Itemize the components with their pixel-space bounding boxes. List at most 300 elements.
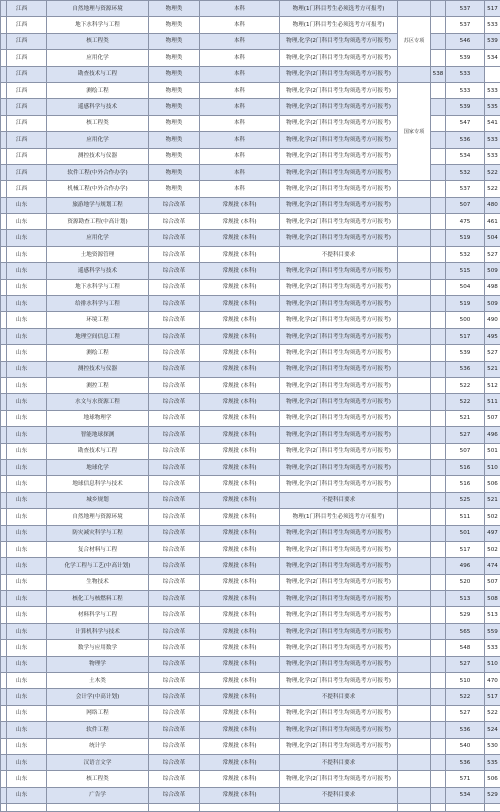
batch-cell: 本科 (200, 50, 280, 66)
lowest-score-cell: 490 (485, 312, 500, 328)
category-cell: 物理类 (149, 66, 200, 82)
lowest-score-cell: 461 (485, 214, 500, 230)
lowest-score-cell: 501 (485, 443, 500, 459)
lowest-score-cell: 510 (485, 459, 500, 475)
special-plan-cell (398, 689, 431, 705)
table-row (1, 492, 500, 508)
highest-score-cell: 519 (446, 296, 485, 312)
subject-requirement-cell: 物理,化学(2门科目考生均须选考方可报考) (280, 738, 398, 754)
major-cell: 机械工程(中外合作办学) (47, 181, 149, 197)
table-row (1, 525, 500, 541)
spacer-cell (431, 50, 446, 66)
highest-score-cell: 539 (446, 50, 485, 66)
highest-score-cell: 520 (446, 574, 485, 590)
batch-cell: 常规批 (本科) (200, 410, 280, 426)
major-cell: 土地资源管理 (47, 246, 149, 262)
batch-cell: 常规批 (本科) (200, 214, 280, 230)
batch-cell: 本科 (200, 99, 280, 115)
batch-cell: 常规批 (本科) (200, 427, 280, 443)
spacer-cell (431, 787, 446, 803)
subject-requirement-cell: 物理,化学(2门科目考生均须选考方可报考) (280, 263, 398, 279)
cutoff-cell (47, 804, 149, 812)
major-cell: 给排水科学与工程 (47, 296, 149, 312)
highest-score-cell: 522 (446, 377, 485, 393)
spacer-cell (431, 394, 446, 410)
province-cell: 山东 (7, 689, 47, 705)
province-cell: 江西 (7, 164, 47, 180)
lowest-score-cell: 502 (485, 509, 500, 525)
batch-cell: 本科 (200, 115, 280, 131)
batch-cell: 常规批 (本科) (200, 558, 280, 574)
table-row (1, 705, 500, 721)
category-cell: 综合改革 (149, 722, 200, 738)
highest-score-cell: 510 (446, 673, 485, 689)
category-cell: 综合改革 (149, 361, 200, 377)
batch-cell: 本科 (200, 148, 280, 164)
major-cell: 核化工与核燃料工程 (47, 591, 149, 607)
subject-requirement-cell: 物理,化学(2门科目考生均须选考方可报考) (280, 410, 398, 426)
subject-requirement-cell: 物理,化学(2门科目考生均须选考方可报考) (280, 640, 398, 656)
subject-requirement-cell: 物理,化学(2门科目考生均须选考方可报考) (280, 312, 398, 328)
subject-requirement-cell: 不提科目要求 (280, 754, 398, 770)
province-cell: 山东 (7, 328, 47, 344)
spacer-cell (431, 246, 446, 262)
batch-cell: 常规批 (本科) (200, 296, 280, 312)
spacer-cell (431, 99, 446, 115)
category-cell: 综合改革 (149, 246, 200, 262)
major-cell: 测控技术与仪器 (47, 148, 149, 164)
special-plan-cell (398, 509, 431, 525)
province-cell: 江西 (7, 148, 47, 164)
highest-score-cell: 516 (446, 476, 485, 492)
special-plan-cell (398, 722, 431, 738)
lowest-score-cell: 529 (485, 787, 500, 803)
special-plan-cell (398, 492, 431, 508)
batch-cell: 本科 (200, 66, 280, 82)
category-cell: 综合改革 (149, 476, 200, 492)
lowest-score-cell: 509 (485, 263, 500, 279)
major-cell: 勘查技术与工程 (47, 443, 149, 459)
subject-requirement-cell: 物理,化学(2门科目考生均须选考方可报考) (280, 115, 398, 131)
special-plan-cell (398, 230, 431, 246)
spacer-cell (431, 181, 446, 197)
cutoff-cell (431, 804, 446, 812)
highest-score-cell: 540 (446, 738, 485, 754)
special-plan-cell: 国家专项 (398, 82, 431, 180)
table-row (1, 787, 500, 803)
highest-score-cell: 525 (446, 492, 485, 508)
highest-score-cell: 517 (446, 328, 485, 344)
province-cell: 江西 (7, 181, 47, 197)
province-cell: 山东 (7, 296, 47, 312)
special-plan-cell (398, 771, 431, 787)
special-plan-cell (398, 410, 431, 426)
lowest-score-cell: 521 (485, 492, 500, 508)
province-cell: 山东 (7, 459, 47, 475)
special-plan-cell (398, 558, 431, 574)
spacer-cell (431, 214, 446, 230)
special-plan-cell (398, 197, 431, 213)
major-cell: 测绘工程 (47, 345, 149, 361)
category-cell: 综合改革 (149, 377, 200, 393)
special-plan-cell (398, 656, 431, 672)
subject-requirement-cell: 物理,化学(2门科目考生均须选考方可报考) (280, 591, 398, 607)
major-cell: 测控技术与仪器 (47, 361, 149, 377)
category-cell: 综合改革 (149, 558, 200, 574)
spacer-cell (431, 492, 446, 508)
subject-requirement-cell: 物理,化学(2门科目考生均须选考方可报考) (280, 50, 398, 66)
category-cell: 综合改革 (149, 754, 200, 770)
lowest-score-cell: 496 (485, 427, 500, 443)
batch-cell: 常规批 (本科) (200, 541, 280, 557)
subject-requirement-cell: 物理,化学(2门科目考生均须选考方可报考) (280, 132, 398, 148)
table-row (1, 673, 500, 689)
batch-cell: 常规批 (本科) (200, 394, 280, 410)
category-cell: 综合改革 (149, 410, 200, 426)
batch-cell: 常规批 (本科) (200, 722, 280, 738)
spacer-cell (431, 771, 446, 787)
subject-requirement-cell: 物理,化学(2门科目考生均须选考方可报考) (280, 427, 398, 443)
subject-requirement-cell: 物理,化学(2门科目考生均须选考方可报考) (280, 66, 398, 82)
batch-cell: 常规批 (本科) (200, 673, 280, 689)
spacer-cell (431, 607, 446, 623)
highest-score-cell: 534 (446, 148, 485, 164)
highest-score-cell: 539 (446, 99, 485, 115)
highest-score-cell: 532 (446, 246, 485, 262)
major-cell: 遥感科学与技术 (47, 263, 149, 279)
special-plan-cell (398, 443, 431, 459)
category-cell: 综合改革 (149, 214, 200, 230)
lowest-score-cell: 533 (485, 148, 500, 164)
major-cell: 软件工程 (47, 722, 149, 738)
subject-requirement-cell: 物理,化学(2门科目考生均须选考方可报考) (280, 656, 398, 672)
special-plan-cell (398, 640, 431, 656)
major-cell: 数学与应用数学 (47, 640, 149, 656)
table-row (1, 771, 500, 787)
spacer-cell (431, 722, 446, 738)
cutoff-cell (398, 804, 431, 812)
category-cell: 综合改革 (149, 541, 200, 557)
major-cell: 汉语言文学 (47, 754, 149, 770)
highest-score-cell: 511 (446, 509, 485, 525)
major-cell: 核工程类 (47, 33, 149, 49)
spacer-cell (431, 427, 446, 443)
province-cell: 山东 (7, 656, 47, 672)
spacer-cell (398, 66, 431, 82)
highest-score-cell: 533 (446, 82, 485, 98)
category-cell: 物理类 (149, 1, 200, 17)
province-cell: 江西 (7, 17, 47, 33)
subject-requirement-cell: 物理,化学(2门科目考生均须选考方可报考) (280, 361, 398, 377)
subject-requirement-cell: 不提科目要求 (280, 246, 398, 262)
category-cell: 综合改革 (149, 607, 200, 623)
subject-requirement-cell: 物理,化学(2门科目考生均须选考方可报考) (280, 673, 398, 689)
province-cell: 江西 (7, 82, 47, 98)
province-cell: 山东 (7, 246, 47, 262)
subject-requirement-cell: 物理,化学(2门科目考生均须选考方可报考) (280, 328, 398, 344)
category-cell: 综合改革 (149, 394, 200, 410)
lowest-score-cell: 535 (485, 754, 500, 770)
spacer-cell (431, 82, 446, 98)
category-cell: 物理类 (149, 132, 200, 148)
highest-score-cell: 534 (446, 787, 485, 803)
lowest-score-cell: 509 (485, 296, 500, 312)
major-cell: 物理学 (47, 656, 149, 672)
batch-cell: 本科 (200, 82, 280, 98)
province-cell: 山东 (7, 640, 47, 656)
major-cell: 自然地理与资源环境 (47, 1, 149, 17)
major-cell: 地球化学 (47, 459, 149, 475)
special-plan-cell (398, 541, 431, 557)
table-row (1, 246, 500, 262)
lowest-score-cell: 504 (485, 230, 500, 246)
batch-cell: 常规批 (本科) (200, 591, 280, 607)
major-cell: 复合材料与工程 (47, 541, 149, 557)
highest-score-cell: 517 (446, 541, 485, 557)
province-cell: 江西 (7, 1, 47, 17)
highest-score-cell: 527 (446, 427, 485, 443)
highest-score-cell: 515 (446, 263, 485, 279)
subject-requirement-cell: 物理,化学(2门科目考生均须选考方可报考) (280, 296, 398, 312)
table-row (1, 82, 500, 98)
lowest-score-cell: 522 (485, 181, 500, 197)
highest-score-cell: 571 (446, 771, 485, 787)
province-cell: 山东 (7, 509, 47, 525)
subject-requirement-cell: 物理,化学(2门科目考生均须选考方可报考) (280, 607, 398, 623)
major-cell: 遥感科学与技术 (47, 99, 149, 115)
province-cell: 山东 (7, 607, 47, 623)
category-cell: 综合改革 (149, 459, 200, 475)
special-plan-cell (398, 607, 431, 623)
subject-requirement-cell: 物理(1门科目考生必须选考方可报考) (280, 509, 398, 525)
batch-cell: 常规批 (本科) (200, 345, 280, 361)
spacer-cell (431, 230, 446, 246)
highest-score-cell: 522 (446, 689, 485, 705)
category-cell: 综合改革 (149, 230, 200, 246)
province-cell: 山东 (7, 279, 47, 295)
spacer-cell (431, 640, 446, 656)
lowest-score-cell: 510 (485, 656, 500, 672)
table-row (1, 230, 500, 246)
province-cell: 山东 (7, 722, 47, 738)
highest-score-cell: 538 (431, 66, 446, 82)
major-cell: 防灾减灾科学与工程 (47, 525, 149, 541)
category-cell: 综合改革 (149, 328, 200, 344)
table-row (1, 640, 500, 656)
category-cell: 综合改革 (149, 623, 200, 639)
category-cell: 物理类 (149, 164, 200, 180)
batch-cell: 常规批 (本科) (200, 476, 280, 492)
highest-score-cell: 536 (446, 132, 485, 148)
major-cell: 计算机科学与技术 (47, 623, 149, 639)
lowest-score-cell: 541 (485, 115, 500, 131)
lowest-score-cell: 533 (485, 17, 500, 33)
highest-score-cell: 536 (446, 754, 485, 770)
province-cell: 山东 (7, 525, 47, 541)
province-cell: 山东 (7, 263, 47, 279)
province-cell: 山东 (7, 558, 47, 574)
category-cell: 综合改革 (149, 345, 200, 361)
highest-score-cell: 519 (446, 230, 485, 246)
province-cell: 山东 (7, 197, 47, 213)
batch-cell: 常规批 (本科) (200, 377, 280, 393)
major-cell: 土木类 (47, 673, 149, 689)
spacer-cell (431, 754, 446, 770)
spacer-cell (431, 279, 446, 295)
spacer-cell (431, 673, 446, 689)
highest-score-cell: 516 (446, 459, 485, 475)
table-row (1, 509, 500, 525)
spacer-cell (431, 1, 446, 17)
special-plan-cell (398, 476, 431, 492)
special-plan-cell (398, 623, 431, 639)
table-row (1, 1, 500, 17)
spacer-cell (431, 132, 446, 148)
table-row (1, 607, 500, 623)
cutoff-cell (7, 804, 47, 812)
major-cell: 地下水科学与工程 (47, 279, 149, 295)
lowest-score-cell: 474 (485, 558, 500, 574)
spacer-cell (431, 591, 446, 607)
highest-score-cell: 537 (446, 181, 485, 197)
spacer-cell (431, 541, 446, 557)
lowest-score-cell: 502 (485, 541, 500, 557)
major-cell: 资源勘查工程(中高计划) (47, 214, 149, 230)
lowest-score-cell: 507 (485, 574, 500, 590)
batch-cell: 常规批 (本科) (200, 246, 280, 262)
province-cell: 山东 (7, 476, 47, 492)
major-cell: 应用化学 (47, 230, 149, 246)
special-plan-cell (398, 787, 431, 803)
highest-score-cell: 522 (446, 394, 485, 410)
category-cell: 综合改革 (149, 591, 200, 607)
subject-requirement-cell: 物理,化学(2门科目考生均须选考方可报考) (280, 394, 398, 410)
province-cell: 山东 (7, 214, 47, 230)
subject-requirement-cell: 物理(1门科目考生必须选考方可报考) (280, 1, 398, 17)
special-plan-cell (398, 673, 431, 689)
batch-cell: 常规批 (本科) (200, 623, 280, 639)
major-cell: 测绘工程 (47, 82, 149, 98)
major-cell: 城乡规划 (47, 492, 149, 508)
highest-score-cell: 537 (446, 1, 485, 17)
batch-cell: 本科 (200, 164, 280, 180)
batch-cell: 常规批 (本科) (200, 656, 280, 672)
major-cell: 智能地球探测 (47, 427, 149, 443)
category-cell: 综合改革 (149, 656, 200, 672)
subject-requirement-cell: 物理,化学(2门科目考生均须选考方可报考) (280, 623, 398, 639)
highest-score-cell: 496 (446, 558, 485, 574)
table-row (1, 754, 500, 770)
lowest-score-cell: 506 (485, 476, 500, 492)
category-cell: 综合改革 (149, 263, 200, 279)
subject-requirement-cell: 物理,化学(2门科目考生均须选考方可报考) (280, 558, 398, 574)
spacer-cell (431, 377, 446, 393)
category-cell: 综合改革 (149, 427, 200, 443)
major-cell: 统计学 (47, 738, 149, 754)
highest-score-cell: 501 (446, 525, 485, 541)
highest-score-cell: 537 (446, 17, 485, 33)
spacer-cell (431, 17, 446, 33)
lowest-score-cell: 524 (485, 722, 500, 738)
spacer-cell (431, 558, 446, 574)
province-cell: 山东 (7, 410, 47, 426)
major-cell: 地球物理学 (47, 410, 149, 426)
spacer-cell (431, 738, 446, 754)
major-cell: 应用化学 (47, 132, 149, 148)
province-cell: 山东 (7, 623, 47, 639)
lowest-score-cell: 533 (485, 132, 500, 148)
highest-score-cell: 527 (446, 656, 485, 672)
major-cell: 核工程类 (47, 771, 149, 787)
subject-requirement-cell: 物理,化学(2门科目考生均须选考方可报考) (280, 181, 398, 197)
batch-cell: 常规批 (本科) (200, 771, 280, 787)
province-cell: 山东 (7, 705, 47, 721)
category-cell: 综合改革 (149, 509, 200, 525)
category-cell: 综合改革 (149, 771, 200, 787)
lowest-score-cell: 522 (485, 705, 500, 721)
special-plan-cell (398, 525, 431, 541)
table-row (1, 722, 500, 738)
batch-cell: 常规批 (本科) (200, 328, 280, 344)
table-row (1, 296, 500, 312)
highest-score-cell: 546 (446, 33, 485, 49)
major-cell: 测控工程 (47, 377, 149, 393)
table-row (1, 361, 500, 377)
batch-cell: 常规批 (本科) (200, 689, 280, 705)
category-cell: 物理类 (149, 50, 200, 66)
major-cell: 核工程类 (47, 115, 149, 131)
lowest-score-cell: 533 (485, 82, 500, 98)
major-cell: 软件工程(中外合作办学) (47, 164, 149, 180)
major-cell: 地理空间信息工程 (47, 328, 149, 344)
lowest-score-cell: 539 (485, 33, 500, 49)
major-cell: 旅游地学与规划工程 (47, 197, 149, 213)
special-plan-cell (398, 279, 431, 295)
special-plan-cell (398, 312, 431, 328)
category-cell: 物理类 (149, 17, 200, 33)
province-cell: 山东 (7, 427, 47, 443)
highest-score-cell: 539 (446, 345, 485, 361)
lowest-score-cell: 530 (485, 738, 500, 754)
special-plan-cell (398, 459, 431, 475)
major-cell: 网络工程 (47, 705, 149, 721)
special-plan-cell (398, 181, 431, 197)
batch-cell: 常规批 (本科) (200, 574, 280, 590)
special-plan-cell (398, 296, 431, 312)
category-cell: 物理类 (149, 181, 200, 197)
table-row (1, 214, 500, 230)
major-cell: 材料科学与工程 (47, 607, 149, 623)
cutoff-cell (280, 804, 398, 812)
lowest-score-cell: 508 (485, 591, 500, 607)
spacer-cell (431, 656, 446, 672)
lowest-score-cell: 521 (485, 361, 500, 377)
major-cell: 环境工程 (47, 312, 149, 328)
special-plan-cell (398, 427, 431, 443)
province-cell: 山东 (7, 673, 47, 689)
special-plan-cell (398, 263, 431, 279)
spacer-cell (431, 296, 446, 312)
province-cell: 江西 (7, 33, 47, 49)
subject-requirement-cell: 物理,化学(2门科目考生均须选考方可报考) (280, 574, 398, 590)
table-row (1, 181, 500, 197)
table-row (1, 328, 500, 344)
batch-cell: 常规批 (本科) (200, 443, 280, 459)
lowest-score-cell: 559 (485, 623, 500, 639)
subject-requirement-cell: 物理,化学(2门科目考生均须选考方可报考) (280, 82, 398, 98)
subject-requirement-cell: 物理,化学(2门科目考生均须选考方可报考) (280, 197, 398, 213)
major-cell: 自然地理与资源环境 (47, 509, 149, 525)
